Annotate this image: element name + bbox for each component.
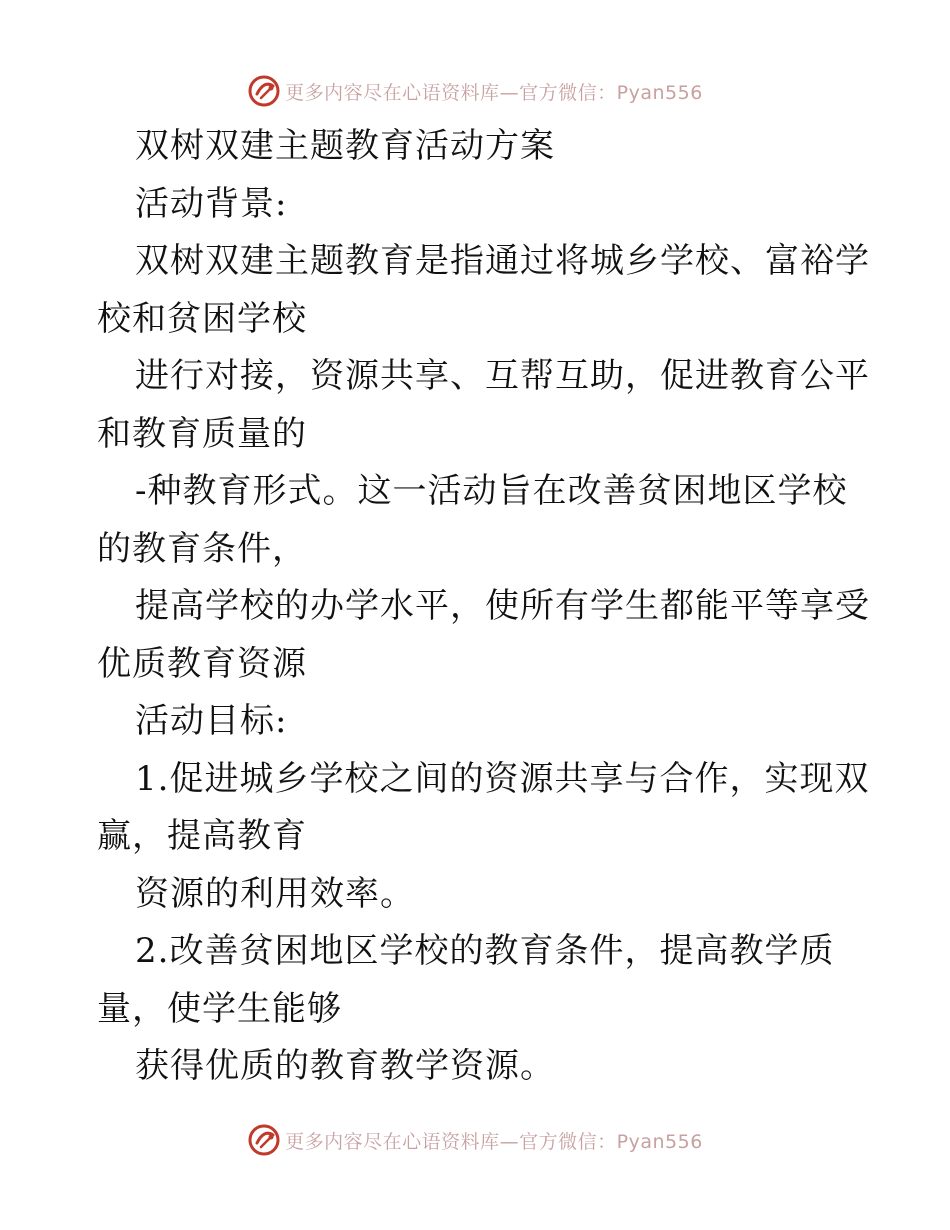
text-line: 资源的利用效率。	[135, 873, 415, 914]
text-line: 1.促进城乡学校之间的资源共享与合作，实现双	[135, 758, 870, 799]
text-line: 和教育质量的	[97, 413, 307, 454]
footer-watermark	[0, 1120, 950, 1160]
brand-logo-icon	[247, 1123, 281, 1157]
header-watermark	[0, 71, 950, 111]
text-line: 活动背景:	[135, 183, 288, 224]
document-title: 双树双建主题教育活动方案	[135, 126, 555, 166]
text-line: 的教育条件，	[97, 528, 307, 569]
text-line: 校和贫困学校	[97, 298, 307, 339]
document-body	[97, 118, 870, 1096]
text-line: 双树双建主题教育是指通过将城乡学校、富裕学	[135, 241, 870, 281]
text-line: 优质教育资源	[97, 643, 307, 684]
text-line: -种教育形式。这一活动旨在改善贫困地区学校	[135, 471, 848, 511]
text-line: 提高学校的办学水平，使所有学生都能平等享受	[135, 586, 870, 626]
watermark-text: 更多内容尽在心语资料库—官方微信：Pyan556	[285, 1130, 703, 1153]
text-line: 2.改善贫困地区学校的教育条件，提高教学质	[135, 931, 835, 971]
text-line: 获得优质的教育教学资源。	[135, 1046, 555, 1086]
brand-logo-icon	[247, 74, 281, 108]
text-line: 活动目标:	[135, 701, 288, 741]
watermark-text: 更多内容尽在心语资料库—官方微信：Pyan556	[285, 81, 703, 104]
text-line: 量，使学生能够	[97, 988, 342, 1029]
text-line: 进行对接，资源共享、互帮互助，促进教育公平	[135, 356, 870, 396]
text-line: 赢，提高教育	[97, 816, 307, 856]
